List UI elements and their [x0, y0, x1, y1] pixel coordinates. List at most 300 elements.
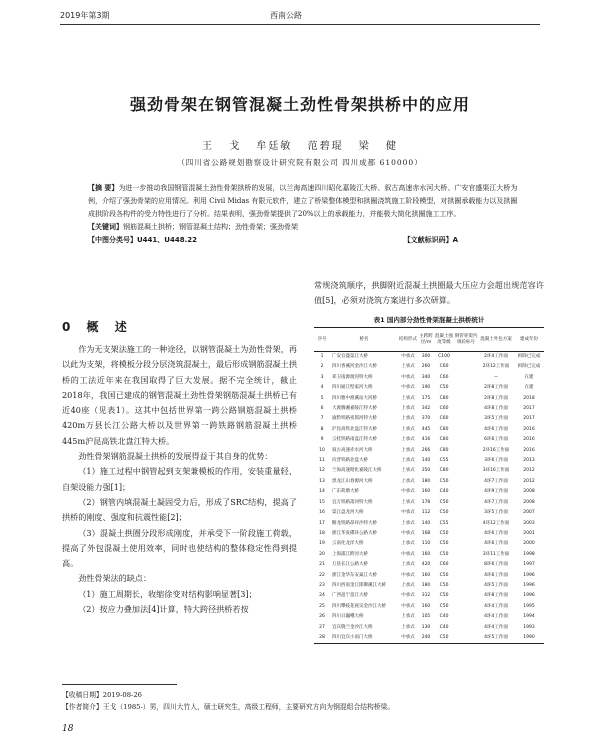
table-row: [314, 352, 544, 363]
table-cell: 2环12工作面: [482, 364, 510, 370]
table-cell: 160: [421, 603, 431, 609]
table-cell: 25: [319, 603, 325, 609]
table-cell: 四川西南金江邯佛溪江大桥: [332, 582, 386, 588]
table-cell: 370: [421, 416, 431, 422]
table-cell: 16: [319, 510, 325, 516]
table-cell: 黑龙江山春源河大桥: [332, 478, 373, 484]
table-row: [314, 394, 544, 404]
table-row: [314, 383, 544, 393]
keywords-line: [88, 221, 518, 234]
table-cell: [454, 414, 478, 424]
table-cell: C40: [439, 489, 449, 495]
table-cell: 向晋铁路北盘大桥: [332, 458, 368, 464]
table-cell: C40: [439, 624, 449, 630]
table-cell: [454, 404, 478, 414]
table-cell: 上承式: [401, 499, 415, 505]
table-row: [314, 581, 544, 591]
table-cell: 9: [320, 437, 324, 443]
table-cell: C50: [439, 541, 449, 547]
table-cell: [454, 425, 478, 435]
table-cell: 渠江盘龙河大桥: [332, 510, 364, 516]
table-cell: 20: [319, 551, 325, 557]
table-cell: 13: [319, 478, 325, 484]
table-cell: C80: [439, 395, 449, 401]
table-cell: 上承式: [401, 416, 415, 422]
table-cell: 中承式: [401, 603, 415, 609]
table-cell: [454, 602, 478, 612]
table-cell: 上承式: [401, 447, 415, 453]
keywords-label: 【关键词】: [88, 223, 123, 231]
table-cell: 110: [421, 541, 431, 547]
table-cell: 160: [421, 551, 431, 557]
table-cell: [454, 477, 478, 487]
table-cell: C80: [439, 437, 449, 443]
table-cell: 2环4工作面: [484, 354, 508, 359]
body-paragraph: 常规浇筑顺序，拱脚附近混凝土拱圈最大压应力会超出规范容许值[5]，必须对浇筑方案进行多次研算。: [314, 280, 544, 306]
table-cell: C80: [439, 426, 449, 432]
table-cell: 上承式: [401, 562, 415, 568]
table-header-cell: 混凝土强度等级: [434, 328, 454, 352]
received-date: 【收稿日期】2019-08-26: [62, 691, 142, 699]
table-cell: 8: [320, 426, 324, 432]
table-cell: 21: [319, 562, 325, 568]
table-cell: [454, 529, 478, 539]
table-cell: 2008: [523, 499, 535, 505]
table-cell: 14: [319, 489, 325, 495]
table-cell: 26: [319, 614, 325, 620]
body-paragraph: （3）混凝土拱圈分段形成刚度，并承受下一阶段施工荷载，提高了外包混凝土使用效率，同时也使结构的整体稳定性得到提高。: [62, 527, 297, 569]
table-cell: [454, 362, 478, 372]
keywords-text: 钢筋混凝土拱桥；钢管混凝土结构；劲性骨架；强劲骨架: [123, 223, 298, 231]
table-row: [314, 446, 544, 456]
table-cell: 四川日巍峨大桥: [332, 614, 364, 620]
table-cell: 在建: [524, 374, 534, 380]
body-paragraph: （1）施工周期长，收缩徐变对结构影响显著[3]；: [78, 588, 257, 599]
table-cell: 260: [421, 364, 431, 370]
table-cell: 浙江华发碟环公路大桥: [332, 530, 377, 536]
table-cell: [454, 373, 478, 383]
table-row: [314, 362, 544, 372]
table-cell: 四川香溪河金沙江大桥: [332, 364, 377, 370]
table-cell: 2: [320, 364, 324, 370]
table-cell: 上承式: [401, 406, 415, 412]
table-cell: 7: [320, 416, 324, 422]
table-cell: 2000: [523, 541, 535, 547]
table-cell: 4环5工作面: [484, 582, 508, 588]
table-row: [314, 425, 544, 435]
table-cell: [454, 550, 478, 560]
table-cell: 4环4工作面: [484, 614, 508, 620]
table-cell: 3环6工作面: [484, 458, 508, 464]
table-cell: 上承式: [401, 468, 415, 474]
table-cell: 4环6工作面: [484, 572, 508, 578]
table-header-cell: 主跨跨径/m: [418, 328, 434, 352]
paper-title: 强劲骨架在钢管混凝土劲性骨架拱桥中的应用: [129, 95, 470, 114]
table-cell: 2016: [523, 426, 535, 432]
body-paragraph: （2）按应力叠加法[4]计算，特大跨径拱桥若按: [78, 604, 249, 615]
table-cell: 宜万铁路落河特大桥: [332, 499, 373, 505]
table-cell: 中承式: [401, 489, 415, 495]
table-header-cell: 建成年份: [514, 328, 544, 352]
table-cell: [454, 456, 478, 466]
table-cell: 160: [421, 489, 431, 495]
table-cell: 3环5工作面: [484, 510, 508, 516]
table-cell: 兰海高速昭化嘉陵江大桥: [332, 468, 382, 474]
table-cell: 1996: [523, 593, 535, 599]
table-cell: 4环12工作面: [482, 520, 510, 526]
table-cell: 上承式: [401, 458, 415, 464]
table-cell: 105: [421, 614, 431, 620]
table-row: [314, 623, 544, 633]
table-cell: [454, 508, 478, 518]
table-cell: 17: [319, 520, 325, 526]
table-cell: 大渡腾湘嘉陵江特大桥: [332, 406, 377, 412]
table-cell: 130: [421, 624, 431, 630]
table-cell: 上承式: [401, 478, 415, 484]
abstract-label: 【摘 要】: [88, 184, 119, 192]
table-cell: 1996: [523, 582, 535, 588]
body-paragraph: 劲性骨架法的缺点：: [78, 573, 152, 584]
table-cell: 中承式: [401, 593, 415, 599]
table-cell: C50: [439, 478, 449, 484]
table-cell: 4环6工作面: [484, 426, 508, 432]
table-cell: 糖龙铁路昂祥沙特大桥: [332, 520, 377, 526]
table-cell: C50: [439, 551, 449, 557]
table-row: [314, 591, 544, 601]
table-cell: [454, 435, 478, 445]
table-header-cell: 桥名: [330, 328, 398, 352]
author-list: 王 戈 牟廷敏 范碧琨 梁 健: [202, 141, 398, 152]
table-cell: 12: [319, 468, 325, 474]
table-cell: C50: [439, 603, 449, 609]
table-cell: 180: [421, 582, 431, 588]
table-cell: 27: [319, 624, 325, 630]
table-cell: 四川通江壁家河大桥: [332, 385, 373, 391]
author-bio: 【作者简介】王戈（1985-）男，四川大竹人，硕士研究生，高级工程师，主要研究方向为钢混组合结构桥梁。: [62, 703, 395, 711]
table-header-cell: 结构形式: [398, 328, 418, 352]
table-cell: 四川雅中渔溪站大河桥: [332, 395, 377, 401]
table-cell: C80: [439, 468, 449, 474]
table-row: [314, 456, 544, 466]
table-cell: 4环6工作面: [484, 541, 508, 547]
table-cell: 2环8工作面: [484, 385, 508, 391]
table-cell: 广东荷塘大桥: [332, 489, 359, 495]
body-paragraph: 作为无支架法施工的一种途径，以钢管混凝土为劲性骨架，再以此为支架，将模板分段分层浇筑混凝土，最后形成钢筋混凝土拱桥的工法近年来在我国取得了巨大发展。据不完全统计，截止2018年，我国已建成的钢管混凝土劲性骨架钢筋混凝土拱桥已有近40座（见表1）。这其中包括世界第一跨公路钢筋混凝土拱桥420m万县长江公路大桥以及世界第一跨铁路钢筋混凝土拱桥445m沪昆高铁北盘江特大桥。: [62, 344, 297, 446]
table-cell: 140: [421, 458, 431, 464]
table-cell: 6: [320, 406, 324, 412]
table-cell: 4环8工作面: [484, 406, 508, 412]
body-paragraph: （1）施工过程中钢管起到支架兼模板的作用，安装重量轻、自架设能力强[1]；: [62, 466, 297, 492]
table-cell: 3环11工作面: [482, 551, 510, 557]
table-cell: 广安官盛渠江大桥: [332, 354, 368, 359]
table-cell: 5: [320, 395, 324, 401]
table-cell: C60: [439, 416, 449, 422]
table-cell: 1: [320, 354, 324, 359]
table-cell: [454, 498, 478, 508]
table-cell: 万县长江公路大桥: [332, 562, 368, 568]
table-cell: 2016: [523, 447, 535, 453]
header-rule: [60, 24, 540, 25]
table-cell: 168: [421, 530, 431, 536]
table-cell: 18: [319, 530, 325, 536]
affiliation: （四川省公路规划勘察设计研究院有限公司 四川成都 610000）: [177, 158, 423, 167]
table-cell: C60: [439, 562, 449, 568]
table-cell: 10: [319, 447, 325, 453]
table-caption: 表1 国内部分劲性骨架混凝土拱桥统计: [373, 316, 485, 324]
table-cell: 浙江金华东安巢江大桥: [332, 572, 377, 578]
table-cell: C60: [439, 374, 449, 380]
table-cell: 云桂铁路南盘江特大桥: [332, 437, 377, 443]
table-header-cell: 钢管骨架内填砼标号: [454, 328, 478, 352]
page-number: 18: [62, 724, 74, 734]
table-row: [314, 633, 544, 644]
table-cell: [454, 446, 478, 456]
table-row: [314, 612, 544, 622]
left-column: [62, 342, 297, 617]
table-cell: 1990: [514, 633, 544, 644]
table-header-cell: 混凝土外包方案: [478, 328, 514, 352]
table-cell: 宜宾晓兰金沙江大桥: [332, 624, 373, 630]
table-cell: [454, 539, 478, 549]
table-row: [314, 550, 544, 560]
footnotes: [62, 689, 542, 713]
table-cell: [454, 519, 478, 529]
table-cell: 上承式: [401, 614, 415, 620]
table-cell: 2012: [523, 468, 535, 474]
table-cell: 350: [421, 468, 431, 474]
table-cell: 8环6工作面: [484, 562, 508, 568]
table-cell: 沪昆高铁北盘江特大桥: [332, 426, 377, 432]
table-cell: 2环16工作面: [482, 447, 510, 453]
table-row: [314, 414, 544, 424]
cls-label: 【中图分类号】: [88, 236, 137, 244]
abstract-paragraph: [88, 182, 518, 221]
table-row: [314, 560, 544, 570]
table-cell: C55: [439, 458, 449, 464]
table-cell: 2017: [523, 416, 535, 422]
abstract-block: [88, 182, 518, 247]
table-cell: 中承式: [401, 374, 415, 380]
table-cell: 2017: [523, 406, 535, 412]
table-cell: 四川宜宾小南门大桥: [330, 633, 398, 644]
table-cell: 340: [421, 374, 431, 380]
table-cell: —: [493, 374, 499, 380]
table-cell: 240: [418, 633, 434, 644]
table-cell: 中承式: [401, 530, 415, 536]
table-row: [314, 466, 544, 476]
table-row: [314, 519, 544, 529]
table-cell: [454, 383, 478, 393]
table-row: [314, 529, 544, 539]
table-cell: 312: [421, 593, 431, 599]
table-cell: 24: [319, 593, 325, 599]
table-cell: 23: [319, 582, 325, 588]
table-cell: 2013: [523, 458, 535, 464]
table-row: [314, 487, 544, 497]
table-cell: 140: [421, 520, 431, 526]
table-cell: 160: [421, 572, 431, 578]
table-cell: 2018: [523, 395, 535, 401]
table-cell: 上海浦江跨河大桥: [332, 551, 368, 557]
table-cell: 中承式: [401, 354, 415, 359]
table-cell: 2012: [523, 478, 535, 484]
table-cell: 416: [421, 437, 431, 443]
table-cell: 邓卫南源渡河特大桥: [332, 374, 373, 380]
table-cell: 300: [421, 354, 431, 359]
table-cell: 中承式: [398, 633, 418, 644]
table-header-cell: 序号: [314, 328, 330, 352]
table-cell: [454, 633, 478, 644]
table-cell: 云南化龙洋大桥: [332, 541, 364, 547]
table-cell: 2003: [523, 520, 535, 526]
table-cell: 上承式: [401, 364, 415, 370]
table-cell: 1997: [523, 562, 535, 568]
right-column-text: [314, 278, 544, 309]
abstract-text: 为进一步推动我国钢管混凝土劲性骨架拱桥的发展，以兰海高速四川昭化嘉陵江大桥、叙古高速赤水河大桥、广安官盛渠江大桥为例，介绍了强劲骨架的应用情况。利用 Civil Midas 有限元软件，建立了桥梁整体模型和拱圈浇筑施工阶段模型，对拱圈承载能力以及拱圈成拱阶段各构件的受力特性进行了分析。结果表明，强劲骨架提供了20%以上的承载能力，并能极大简化拱圈施工工序。: [88, 184, 518, 218]
table-cell: 11: [319, 458, 325, 464]
table-cell: [454, 581, 478, 591]
table-cell: 上承式: [401, 437, 415, 443]
table-row: [314, 498, 544, 508]
doc-code-value: A: [452, 236, 458, 244]
table-cell: 15: [319, 499, 325, 505]
table-cell: 3环5工作面: [484, 416, 508, 422]
table-cell: 4环4工作面: [484, 624, 508, 630]
journal-name: 西南公路: [270, 11, 302, 20]
table-cell: 3: [320, 374, 324, 380]
table-cell: 22: [319, 572, 325, 578]
table-cell: 112: [421, 510, 431, 516]
table-cell: 中承式: [401, 510, 415, 516]
table-cell: [454, 466, 478, 476]
table-cell: C80: [439, 447, 449, 453]
bridge-stats-table: [314, 327, 544, 644]
table-cell: C50: [439, 499, 449, 505]
issue-label: 2019年第3期: [60, 11, 110, 20]
table-cell: 上承式: [401, 395, 415, 401]
table-cell: [454, 487, 478, 497]
table-cell: 19: [319, 541, 325, 547]
table-cell: [454, 352, 478, 363]
table-cell: 上承式: [401, 624, 415, 630]
table-cell: 1993: [523, 624, 535, 630]
table-cell: 中承式: [401, 572, 415, 578]
table-cell: C50: [439, 582, 449, 588]
table-cell: 4环5工作面: [478, 633, 514, 644]
table-cell: 拆除已完成: [517, 364, 541, 370]
table-header-row: [314, 328, 544, 352]
table-row: [314, 539, 544, 549]
table-cell: 中承式: [401, 385, 415, 391]
footnote-rule: [62, 684, 177, 685]
table-cell: 在建: [524, 385, 534, 391]
table-row: [314, 404, 544, 414]
table-cell: 中承式: [401, 551, 415, 557]
table-cell: 2007: [523, 510, 535, 516]
table-cell: 上承式: [401, 541, 415, 547]
table-row: [314, 373, 544, 383]
table-cell: 2016: [523, 437, 535, 443]
table-cell: [454, 560, 478, 570]
table-cell: 420: [421, 562, 431, 568]
table-cell: 4环7工作面: [484, 499, 508, 505]
table-cell: [454, 612, 478, 622]
table-cell: 2001: [523, 530, 535, 536]
table-cell: 28: [314, 633, 330, 644]
table-cell: C55: [439, 520, 449, 526]
table-cell: 1998: [523, 551, 535, 557]
table-cell: 2008: [523, 489, 535, 495]
doc-code-label: 【文献标识码】: [403, 236, 453, 244]
table-cell: 广西邕宁邕江大桥: [332, 593, 368, 599]
table-cell: 1996: [523, 572, 535, 578]
table-cell: C100: [438, 354, 450, 359]
table-cell: C50: [439, 530, 449, 536]
table-cell: 上承式: [401, 520, 415, 526]
table-row: [314, 435, 544, 445]
table-row: [314, 571, 544, 581]
table-cell: 175: [421, 395, 431, 401]
body-paragraph: （2）钢管内填混凝土凝固受力后，形成了SRC结构，提高了拱桥的刚度、强度和抗震性能[2]；: [62, 496, 297, 523]
table-cell: 6环6工作面: [484, 437, 508, 443]
table-cell: [454, 591, 478, 601]
table-body: [314, 352, 544, 644]
table-cell: C50: [439, 572, 449, 578]
table-cell: 2环8工作面: [484, 395, 508, 401]
table-cell: C60: [439, 364, 449, 370]
table-cell: 渝黔铁路夜郎河特大桥: [332, 416, 377, 422]
table-cell: C50: [434, 633, 454, 644]
table-cell: 叙古高速赤水河大桥: [332, 447, 373, 453]
table-cell: 四川攀枝花视吴金沙江大桥: [332, 603, 386, 609]
table-cell: 180: [421, 478, 431, 484]
classification-row: [88, 234, 518, 247]
section-heading: 0 概 述: [62, 320, 133, 334]
body-paragraph: 劲性骨架钢筋混凝土拱桥的发展得益于其自身的优势：: [78, 451, 273, 462]
table-cell: 178: [421, 499, 431, 505]
table-cell: 1994: [523, 614, 535, 620]
table-row: [314, 602, 544, 612]
table-cell: [454, 623, 478, 633]
table-row: [314, 508, 544, 518]
table-cell: C60: [439, 406, 449, 412]
table-cell: 上承式: [401, 582, 415, 588]
table-cell: C50: [439, 593, 449, 599]
table-cell: C50: [439, 510, 449, 516]
table-cell: 上承式: [401, 426, 415, 432]
table-cell: [454, 394, 478, 404]
table-cell: 4: [320, 385, 324, 391]
table-cell: 4环9工作面: [484, 489, 508, 495]
table-cell: 445: [421, 426, 431, 432]
table-cell: 4环6工作面: [484, 530, 508, 536]
table-cell: 4环4工作面: [484, 603, 508, 609]
table-cell: 3环16工作面: [482, 468, 510, 474]
table-cell: 342: [421, 406, 431, 412]
table-cell: 4环7工作面: [484, 478, 508, 484]
table-cell: 拆除已完成: [517, 354, 541, 359]
table-cell: [454, 571, 478, 581]
table-cell: 266: [421, 447, 431, 453]
table-cell: 190: [421, 385, 431, 391]
table-cell: C40: [439, 614, 449, 620]
running-header: [60, 10, 540, 24]
table-cell: C50: [439, 385, 449, 391]
table-row: [314, 477, 544, 487]
cls-value: U441、U448.22: [137, 236, 197, 244]
table-cell: 4环8工作面: [484, 593, 508, 599]
table-cell: 1995: [523, 603, 535, 609]
